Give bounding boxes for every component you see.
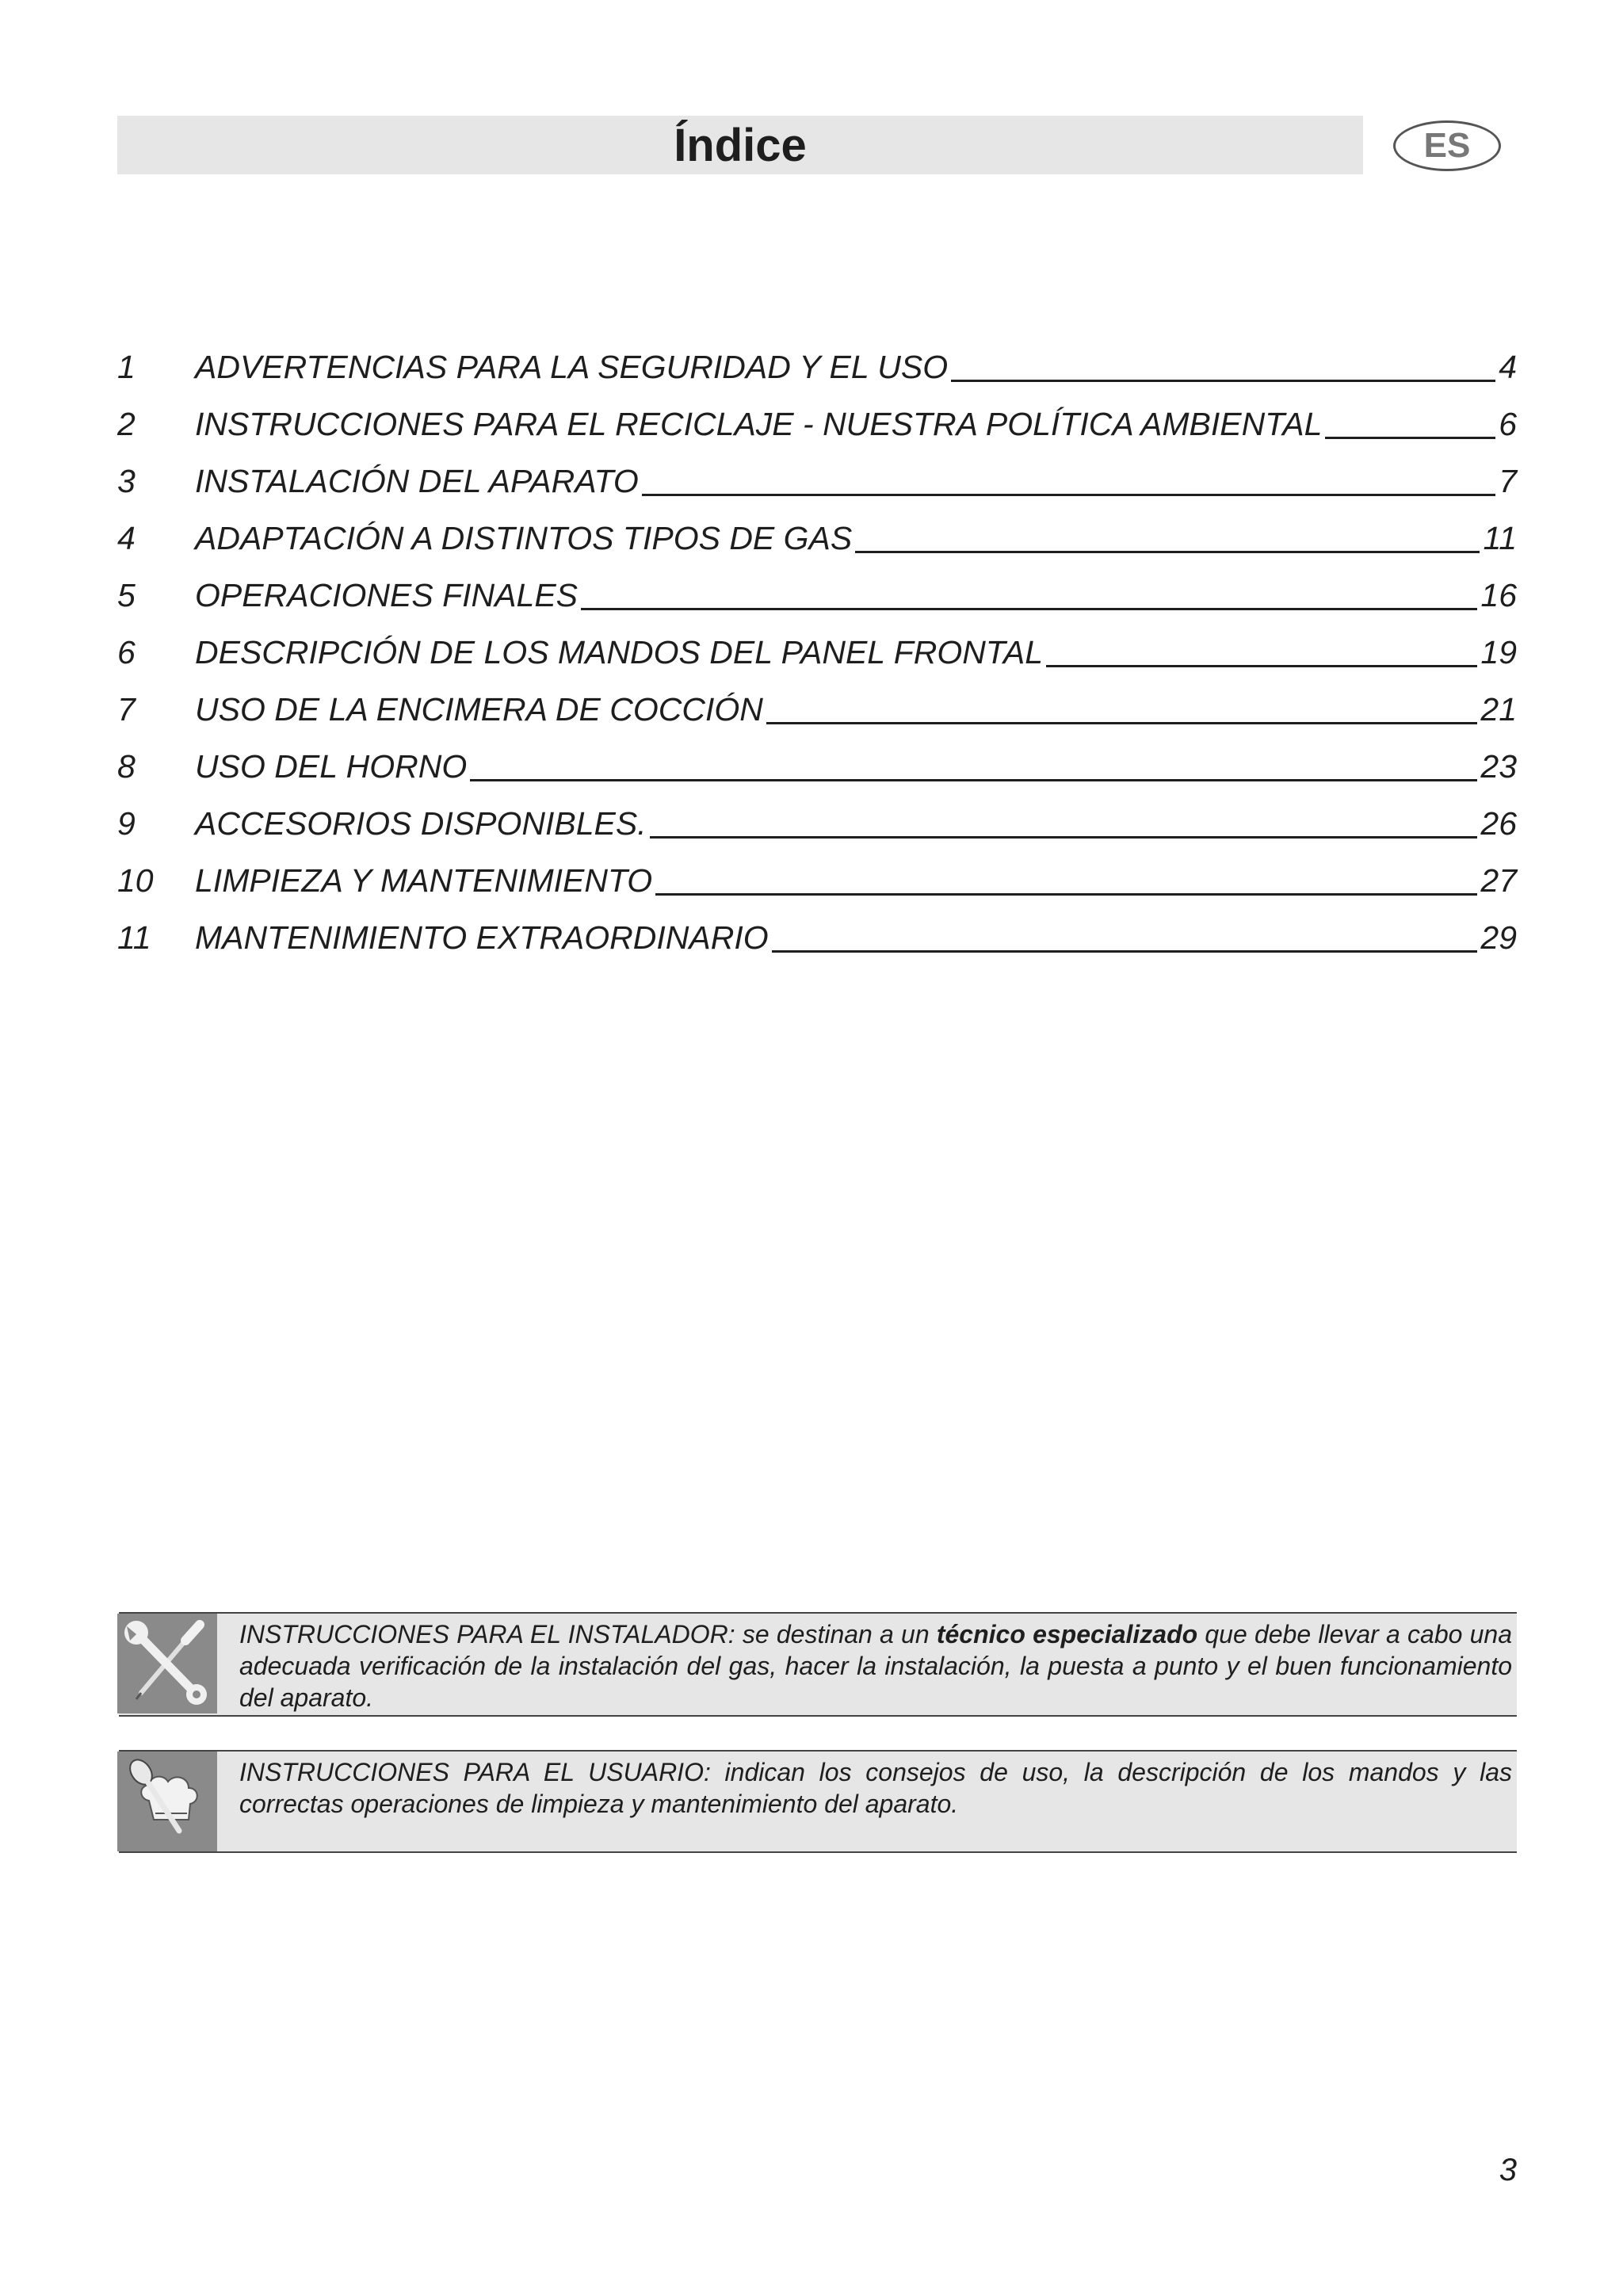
toc-entry[interactable]: [117, 384, 1517, 441]
user-note-text: [119, 1750, 1517, 1853]
chef-hat-spoon-icon: [117, 1752, 217, 1851]
toc-page: 27: [1480, 862, 1517, 899]
toc-leader: [1046, 665, 1477, 667]
installer-note-lead: INSTRUCCIONES PARA EL INSTALADOR: se destinan a un: [239, 1620, 937, 1648]
toc-leader: [772, 950, 1478, 953]
toc-leader: [642, 494, 1495, 496]
toc-entry[interactable]: [117, 726, 1517, 783]
toc-title: LIMPIEZA Y MANTENIMIENTO: [195, 862, 653, 899]
toc-page: 23: [1480, 748, 1517, 785]
toc-leader: [766, 722, 1478, 724]
toc-title: MANTENIMIENTO EXTRAORDINARIO: [195, 919, 769, 956]
toc-title: ADAPTACIÓN A DISTINTOS TIPOS DE GAS: [195, 520, 853, 556]
toc-number: 10: [117, 862, 154, 899]
toc-leader: [1325, 437, 1495, 439]
toc-title: ADVERTENCIAS PARA LA SEGURIDAD Y EL USO: [195, 349, 949, 385]
page-title: Índice: [674, 119, 807, 171]
toc-title: INSTALACIÓN DEL APARATO: [195, 463, 639, 499]
wrench-screwdriver-icon: [117, 1614, 217, 1713]
user-note-body: INSTRUCCIONES PARA EL USUARIO: indican los consejos de uso, la descripción de los mandos y las correctas operaciones de limpieza y mantenimiento del aparato.: [239, 1758, 1512, 1818]
toc-page: 21: [1480, 691, 1517, 728]
toc-entry[interactable]: [117, 612, 1517, 669]
toc-number: 2: [117, 406, 136, 442]
toc-leader: [655, 893, 1477, 896]
toc-entry[interactable]: [117, 783, 1517, 840]
toc-number: 5: [117, 577, 136, 613]
toc-title: DESCRIPCIÓN DE LOS MANDOS DEL PANEL FRONTAL: [195, 634, 1044, 670]
toc-entry[interactable]: [117, 327, 1517, 384]
toc-page: 11: [1483, 520, 1517, 556]
toc-leader: [470, 779, 1477, 781]
table-of-contents: [117, 327, 1517, 954]
installer-note-text: [119, 1612, 1517, 1717]
toc-page: 19: [1480, 634, 1517, 670]
user-note: [117, 1750, 1517, 1853]
toc-number: 11: [117, 919, 151, 956]
language-badge: ES: [1393, 120, 1501, 171]
toc-page: 6: [1499, 406, 1517, 442]
toc-entry[interactable]: [117, 897, 1517, 954]
toc-entry[interactable]: [117, 441, 1517, 498]
toc-page: 16: [1480, 577, 1517, 613]
toc-number: 9: [117, 805, 136, 842]
installer-note-rest: que debe llevar a cabo una adecuada verificación de la instalación del gas, hacer la instalación, la puesta a punto y el buen funcionamiento del aparato.: [239, 1620, 1513, 1712]
toc-entry[interactable]: [117, 669, 1517, 726]
toc-page: 26: [1480, 805, 1517, 842]
toc-number: 8: [117, 748, 136, 785]
toc-title: ACCESORIOS DISPONIBLES.: [195, 805, 647, 842]
toc-leader: [650, 836, 1478, 839]
page-number: 3: [1499, 2153, 1517, 2187]
toc-title: OPERACIONES FINALES: [195, 577, 579, 613]
toc-title: INSTRUCCIONES PARA EL RECICLAJE - NUESTRA POLÍTICA AMBIENTAL: [195, 406, 1323, 442]
toc-leader: [581, 608, 1477, 610]
toc-number: 1: [117, 349, 136, 385]
toc-page: 7: [1499, 463, 1517, 499]
header-bar: [117, 116, 1363, 174]
toc-number: 3: [117, 463, 136, 499]
toc-number: 7: [117, 691, 136, 728]
toc-page: 4: [1499, 349, 1517, 385]
toc-page: 29: [1480, 919, 1517, 956]
installer-note: [117, 1612, 1517, 1717]
toc-number: 6: [117, 634, 136, 670]
toc-number: 4: [117, 520, 136, 556]
toc-title: USO DEL HORNO: [195, 748, 468, 785]
toc-title: USO DE LA ENCIMERA DE COCCIÓN: [195, 691, 763, 728]
toc-entry[interactable]: [117, 498, 1517, 555]
toc-leader: [951, 380, 1495, 382]
toc-entry[interactable]: [117, 555, 1517, 612]
installer-note-bold: técnico especializado: [936, 1620, 1198, 1648]
toc-entry[interactable]: [117, 840, 1517, 897]
toc-leader: [855, 551, 1480, 553]
